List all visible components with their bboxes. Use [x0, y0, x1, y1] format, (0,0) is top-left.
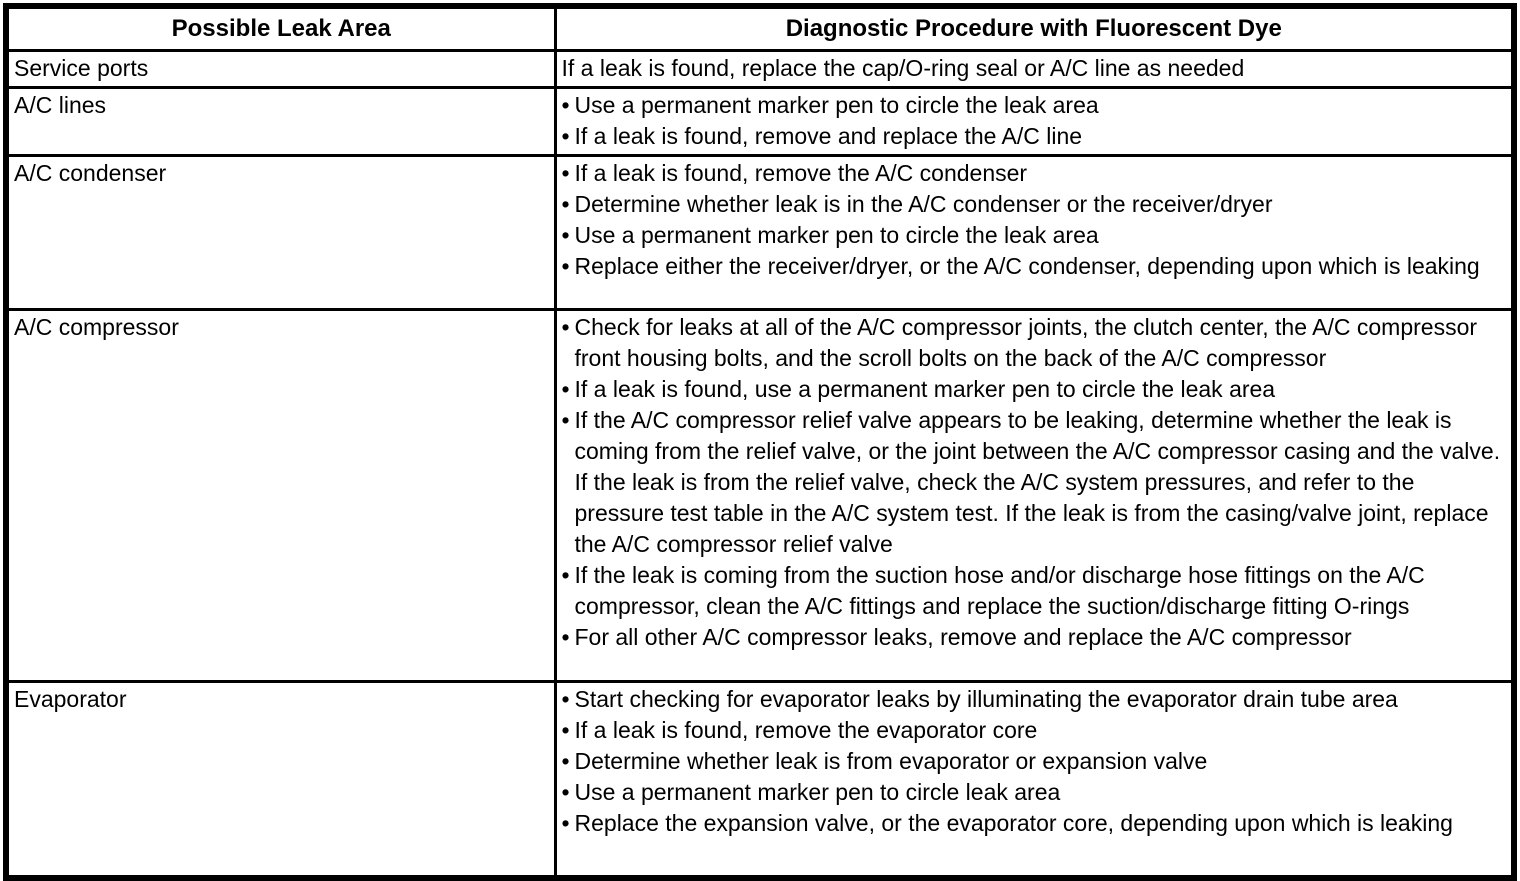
procedure-item: If a leak is found, replace the cap/O-ring seal or A/C line as needed	[561, 55, 1245, 81]
table-header-row	[6, 6, 1514, 51]
table-row	[6, 682, 1514, 878]
table-row	[6, 310, 1514, 682]
procedure-item: • Determine whether leak is in the A/C condenser or the receiver/dryer	[562, 189, 1506, 220]
table-row	[6, 51, 1514, 88]
procedure-item: • Check for leaks at all of the A/C compressor joints, the clutch center, the A/C compressor front housing bolts, and the scroll bolts on the back of the A/C compressor	[562, 312, 1506, 374]
leak-area-cell: A/C condenser	[6, 156, 555, 310]
procedure-item: • For all other A/C compressor leaks, remove and replace the A/C compressor	[562, 622, 1506, 653]
procedure-item: • Use a permanent marker pen to circle the leak area	[562, 90, 1506, 121]
leak-diagnostic-table	[3, 3, 1517, 881]
procedure-item: • If a leak is found, remove the evaporator core	[562, 715, 1506, 746]
column-header-diagnostic-procedure: Diagnostic Procedure with Fluorescent Dye	[555, 6, 1514, 51]
procedure-item: • If the leak is coming from the suction hose and/or discharge hose fittings on the A/C compressor, clean the A/C fittings and replace the suction/discharge fitting O-rings	[562, 560, 1506, 622]
table-row	[6, 156, 1514, 310]
table-body	[6, 51, 1514, 878]
procedure-cell	[555, 310, 1514, 682]
leak-area-cell: A/C compressor	[6, 310, 555, 682]
procedure-item: • Replace either the receiver/dryer, or the A/C condenser, depending upon which is leaking	[562, 251, 1506, 282]
leak-area-cell: A/C lines	[6, 88, 555, 156]
table-row	[6, 88, 1514, 156]
procedure-item: • If a leak is found, remove and replace the A/C line	[562, 121, 1506, 152]
procedure-item: • Use a permanent marker pen to circle the leak area	[562, 220, 1506, 251]
procedure-item: • If a leak is found, use a permanent marker pen to circle the leak area	[562, 374, 1506, 405]
procedure-cell	[555, 88, 1514, 156]
procedure-item: • Start checking for evaporator leaks by illuminating the evaporator drain tube area	[562, 684, 1506, 715]
procedure-item: • Use a permanent marker pen to circle leak area	[562, 777, 1506, 808]
procedure-item: • Determine whether leak is from evaporator or expansion valve	[562, 746, 1506, 777]
procedure-cell	[555, 156, 1514, 310]
procedure-item: • If a leak is found, remove the A/C condenser	[562, 158, 1506, 189]
procedure-item: • If the A/C compressor relief valve appears to be leaking, determine whether the leak is coming from the relief valve, or the joint between the A/C compressor casing and the valve. If the leak is from the relief valve, check the A/C system pressures, and refer to the pressure test table in the A/C system test. If the leak is from the casing/valve joint, replace the A/C compressor relief valve	[562, 405, 1506, 560]
procedure-cell	[555, 51, 1514, 88]
leak-area-cell: Evaporator	[6, 682, 555, 878]
procedure-cell	[555, 682, 1514, 878]
leak-area-cell: Service ports	[6, 51, 555, 88]
column-header-possible-leak-area: Possible Leak Area	[6, 6, 555, 51]
procedure-item: • Replace the expansion valve, or the evaporator core, depending upon which is leaking	[562, 808, 1506, 839]
